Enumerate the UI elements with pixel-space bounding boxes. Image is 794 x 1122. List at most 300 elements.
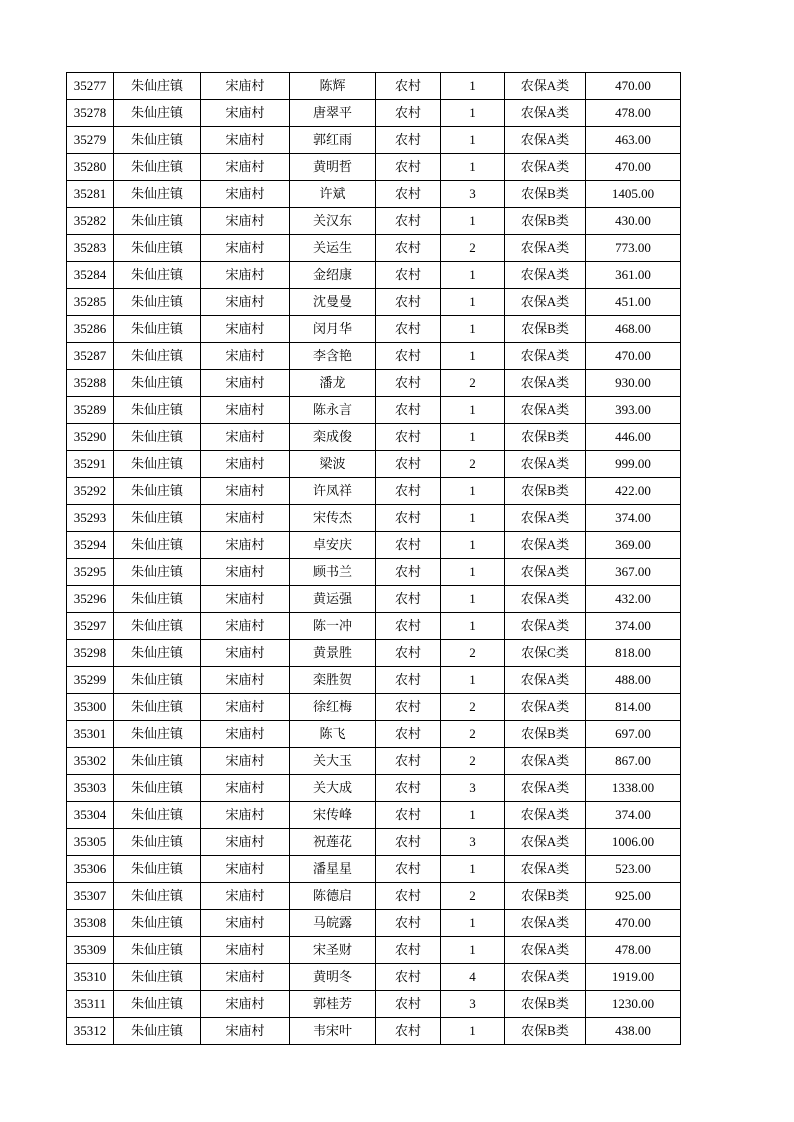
table-row <box>67 559 681 586</box>
table-row <box>67 667 681 694</box>
cell-amount: 438.00 <box>586 1018 681 1045</box>
cell-residence: 农村 <box>376 883 441 910</box>
cell-name: 沈曼曼 <box>290 289 376 316</box>
cell-village: 宋庙村 <box>201 289 290 316</box>
cell-record-id: 35301 <box>67 721 114 748</box>
cell-town: 朱仙庄镇 <box>114 964 201 991</box>
cell-record-id: 35298 <box>67 640 114 667</box>
benefits-table <box>66 72 681 1045</box>
table-row <box>67 262 681 289</box>
cell-residence: 农村 <box>376 262 441 289</box>
cell-record-id: 35300 <box>67 694 114 721</box>
cell-record-id: 35290 <box>67 424 114 451</box>
cell-amount: 470.00 <box>586 73 681 100</box>
cell-residence: 农村 <box>376 586 441 613</box>
cell-category: 农保A类 <box>505 964 586 991</box>
cell-town: 朱仙庄镇 <box>114 316 201 343</box>
cell-town: 朱仙庄镇 <box>114 208 201 235</box>
cell-record-id: 35304 <box>67 802 114 829</box>
cell-residence: 农村 <box>376 289 441 316</box>
cell-village: 宋庙村 <box>201 505 290 532</box>
cell-amount: 697.00 <box>586 721 681 748</box>
cell-residence: 农村 <box>376 640 441 667</box>
cell-category: 农保B类 <box>505 883 586 910</box>
cell-residence: 农村 <box>376 505 441 532</box>
cell-amount: 925.00 <box>586 883 681 910</box>
table-row <box>67 370 681 397</box>
cell-category: 农保B类 <box>505 991 586 1018</box>
cell-amount: 1405.00 <box>586 181 681 208</box>
cell-name: 卓安庆 <box>290 532 376 559</box>
cell-town: 朱仙庄镇 <box>114 397 201 424</box>
table-row <box>67 532 681 559</box>
cell-town: 朱仙庄镇 <box>114 532 201 559</box>
cell-amount: 773.00 <box>586 235 681 262</box>
cell-amount: 463.00 <box>586 127 681 154</box>
cell-count: 4 <box>441 964 505 991</box>
cell-count: 1 <box>441 586 505 613</box>
table-row <box>67 181 681 208</box>
cell-record-id: 35279 <box>67 127 114 154</box>
cell-town: 朱仙庄镇 <box>114 73 201 100</box>
table-row <box>67 694 681 721</box>
cell-category: 农保A类 <box>505 829 586 856</box>
cell-category: 农保B类 <box>505 1018 586 1045</box>
cell-village: 宋庙村 <box>201 262 290 289</box>
cell-count: 3 <box>441 991 505 1018</box>
cell-category: 农保A类 <box>505 532 586 559</box>
cell-village: 宋庙村 <box>201 748 290 775</box>
table-row <box>67 991 681 1018</box>
cell-count: 1 <box>441 316 505 343</box>
cell-residence: 农村 <box>376 451 441 478</box>
cell-name: 唐翠平 <box>290 100 376 127</box>
cell-name: 黄景胜 <box>290 640 376 667</box>
cell-town: 朱仙庄镇 <box>114 613 201 640</box>
cell-village: 宋庙村 <box>201 964 290 991</box>
cell-category: 农保A类 <box>505 937 586 964</box>
cell-town: 朱仙庄镇 <box>114 775 201 802</box>
cell-count: 2 <box>441 235 505 262</box>
cell-village: 宋庙村 <box>201 397 290 424</box>
cell-village: 宋庙村 <box>201 829 290 856</box>
cell-residence: 农村 <box>376 100 441 127</box>
cell-residence: 农村 <box>376 397 441 424</box>
cell-village: 宋庙村 <box>201 667 290 694</box>
cell-village: 宋庙村 <box>201 316 290 343</box>
cell-residence: 农村 <box>376 343 441 370</box>
table-row <box>67 505 681 532</box>
cell-name: 祝莲花 <box>290 829 376 856</box>
cell-count: 1 <box>441 100 505 127</box>
cell-count: 2 <box>441 748 505 775</box>
cell-village: 宋庙村 <box>201 235 290 262</box>
cell-residence: 农村 <box>376 910 441 937</box>
cell-village: 宋庙村 <box>201 343 290 370</box>
cell-record-id: 35287 <box>67 343 114 370</box>
cell-residence: 农村 <box>376 991 441 1018</box>
cell-record-id: 35286 <box>67 316 114 343</box>
cell-category: 农保B类 <box>505 181 586 208</box>
cell-name: 宋传杰 <box>290 505 376 532</box>
cell-village: 宋庙村 <box>201 478 290 505</box>
cell-count: 1 <box>441 802 505 829</box>
cell-count: 1 <box>441 73 505 100</box>
cell-name: 李含艳 <box>290 343 376 370</box>
table-row <box>67 910 681 937</box>
cell-amount: 361.00 <box>586 262 681 289</box>
cell-town: 朱仙庄镇 <box>114 100 201 127</box>
cell-name: 陈一冲 <box>290 613 376 640</box>
cell-amount: 470.00 <box>586 154 681 181</box>
cell-category: 农保A类 <box>505 559 586 586</box>
cell-village: 宋庙村 <box>201 208 290 235</box>
cell-count: 3 <box>441 181 505 208</box>
cell-village: 宋庙村 <box>201 856 290 883</box>
cell-amount: 1006.00 <box>586 829 681 856</box>
cell-category: 农保A类 <box>505 613 586 640</box>
cell-count: 1 <box>441 856 505 883</box>
cell-name: 韦宋叶 <box>290 1018 376 1045</box>
table-row <box>67 748 681 775</box>
cell-town: 朱仙庄镇 <box>114 451 201 478</box>
cell-category: 农保A类 <box>505 370 586 397</box>
cell-town: 朱仙庄镇 <box>114 127 201 154</box>
cell-count: 2 <box>441 370 505 397</box>
cell-residence: 农村 <box>376 370 441 397</box>
cell-village: 宋庙村 <box>201 775 290 802</box>
cell-count: 3 <box>441 775 505 802</box>
cell-town: 朱仙庄镇 <box>114 424 201 451</box>
cell-record-id: 35295 <box>67 559 114 586</box>
table-row <box>67 883 681 910</box>
cell-town: 朱仙庄镇 <box>114 856 201 883</box>
cell-category: 农保A类 <box>505 100 586 127</box>
table-row <box>67 127 681 154</box>
cell-amount: 999.00 <box>586 451 681 478</box>
cell-record-id: 35293 <box>67 505 114 532</box>
cell-town: 朱仙庄镇 <box>114 343 201 370</box>
cell-name: 许凤祥 <box>290 478 376 505</box>
cell-village: 宋庙村 <box>201 370 290 397</box>
cell-residence: 农村 <box>376 937 441 964</box>
cell-name: 关汉东 <box>290 208 376 235</box>
cell-village: 宋庙村 <box>201 802 290 829</box>
cell-residence: 农村 <box>376 208 441 235</box>
cell-record-id: 35307 <box>67 883 114 910</box>
cell-count: 1 <box>441 343 505 370</box>
cell-town: 朱仙庄镇 <box>114 991 201 1018</box>
cell-name: 陈德启 <box>290 883 376 910</box>
cell-count: 2 <box>441 451 505 478</box>
cell-category: 农保B类 <box>505 208 586 235</box>
table-row <box>67 343 681 370</box>
cell-village: 宋庙村 <box>201 424 290 451</box>
cell-count: 1 <box>441 505 505 532</box>
cell-category: 农保A类 <box>505 154 586 181</box>
cell-village: 宋庙村 <box>201 1018 290 1045</box>
table-row <box>67 397 681 424</box>
cell-name: 关大玉 <box>290 748 376 775</box>
cell-count: 2 <box>441 721 505 748</box>
cell-count: 2 <box>441 640 505 667</box>
table-row <box>67 451 681 478</box>
cell-name: 陈辉 <box>290 73 376 100</box>
cell-village: 宋庙村 <box>201 73 290 100</box>
cell-name: 陈永言 <box>290 397 376 424</box>
cell-amount: 867.00 <box>586 748 681 775</box>
cell-amount: 1919.00 <box>586 964 681 991</box>
cell-category: 农保A类 <box>505 343 586 370</box>
cell-name: 陈飞 <box>290 721 376 748</box>
cell-town: 朱仙庄镇 <box>114 721 201 748</box>
cell-record-id: 35292 <box>67 478 114 505</box>
cell-town: 朱仙庄镇 <box>114 154 201 181</box>
cell-town: 朱仙庄镇 <box>114 937 201 964</box>
cell-village: 宋庙村 <box>201 721 290 748</box>
cell-category: 农保B类 <box>505 316 586 343</box>
cell-village: 宋庙村 <box>201 910 290 937</box>
cell-record-id: 35306 <box>67 856 114 883</box>
cell-residence: 农村 <box>376 775 441 802</box>
cell-category: 农保A类 <box>505 586 586 613</box>
cell-amount: 451.00 <box>586 289 681 316</box>
cell-amount: 422.00 <box>586 478 681 505</box>
cell-village: 宋庙村 <box>201 100 290 127</box>
cell-count: 1 <box>441 478 505 505</box>
cell-village: 宋庙村 <box>201 532 290 559</box>
cell-name: 关大成 <box>290 775 376 802</box>
cell-record-id: 35285 <box>67 289 114 316</box>
table-row <box>67 289 681 316</box>
cell-record-id: 35305 <box>67 829 114 856</box>
cell-name: 徐红梅 <box>290 694 376 721</box>
cell-amount: 523.00 <box>586 856 681 883</box>
cell-record-id: 35289 <box>67 397 114 424</box>
cell-amount: 374.00 <box>586 505 681 532</box>
cell-residence: 农村 <box>376 532 441 559</box>
table-row <box>67 613 681 640</box>
cell-record-id: 35291 <box>67 451 114 478</box>
cell-record-id: 35311 <box>67 991 114 1018</box>
cell-record-id: 35280 <box>67 154 114 181</box>
cell-count: 3 <box>441 829 505 856</box>
cell-town: 朱仙庄镇 <box>114 478 201 505</box>
cell-name: 郭桂芳 <box>290 991 376 1018</box>
cell-village: 宋庙村 <box>201 127 290 154</box>
cell-town: 朱仙庄镇 <box>114 505 201 532</box>
table-row <box>67 424 681 451</box>
cell-name: 马皖露 <box>290 910 376 937</box>
cell-count: 2 <box>441 694 505 721</box>
cell-residence: 农村 <box>376 478 441 505</box>
cell-village: 宋庙村 <box>201 883 290 910</box>
cell-count: 1 <box>441 154 505 181</box>
cell-amount: 478.00 <box>586 100 681 127</box>
cell-category: 农保A类 <box>505 802 586 829</box>
cell-town: 朱仙庄镇 <box>114 829 201 856</box>
cell-category: 农保A类 <box>505 451 586 478</box>
cell-count: 1 <box>441 424 505 451</box>
cell-record-id: 35282 <box>67 208 114 235</box>
cell-category: 农保A类 <box>505 505 586 532</box>
cell-category: 农保A类 <box>505 775 586 802</box>
cell-category: 农保A类 <box>505 910 586 937</box>
cell-residence: 农村 <box>376 127 441 154</box>
table-row <box>67 775 681 802</box>
cell-town: 朱仙庄镇 <box>114 289 201 316</box>
cell-count: 1 <box>441 532 505 559</box>
cell-amount: 374.00 <box>586 802 681 829</box>
cell-town: 朱仙庄镇 <box>114 802 201 829</box>
cell-record-id: 35312 <box>67 1018 114 1045</box>
table-row <box>67 802 681 829</box>
cell-amount: 818.00 <box>586 640 681 667</box>
table-row <box>67 721 681 748</box>
cell-count: 1 <box>441 559 505 586</box>
cell-amount: 430.00 <box>586 208 681 235</box>
table-row <box>67 478 681 505</box>
cell-name: 梁波 <box>290 451 376 478</box>
cell-count: 1 <box>441 667 505 694</box>
cell-name: 金绍康 <box>290 262 376 289</box>
cell-residence: 农村 <box>376 721 441 748</box>
cell-category: 农保A类 <box>505 235 586 262</box>
cell-name: 闵月华 <box>290 316 376 343</box>
cell-record-id: 35283 <box>67 235 114 262</box>
cell-category: 农保A类 <box>505 127 586 154</box>
cell-amount: 488.00 <box>586 667 681 694</box>
cell-village: 宋庙村 <box>201 640 290 667</box>
cell-amount: 446.00 <box>586 424 681 451</box>
table-row <box>67 154 681 181</box>
cell-residence: 农村 <box>376 559 441 586</box>
cell-name: 宋传峰 <box>290 802 376 829</box>
cell-village: 宋庙村 <box>201 937 290 964</box>
cell-amount: 374.00 <box>586 613 681 640</box>
cell-count: 1 <box>441 262 505 289</box>
cell-record-id: 35294 <box>67 532 114 559</box>
cell-name: 许斌 <box>290 181 376 208</box>
cell-residence: 农村 <box>376 748 441 775</box>
table-row <box>67 829 681 856</box>
cell-residence: 农村 <box>376 802 441 829</box>
cell-residence: 农村 <box>376 316 441 343</box>
cell-town: 朱仙庄镇 <box>114 883 201 910</box>
cell-amount: 470.00 <box>586 343 681 370</box>
cell-name: 潘龙 <box>290 370 376 397</box>
cell-town: 朱仙庄镇 <box>114 640 201 667</box>
cell-category: 农保A类 <box>505 694 586 721</box>
cell-record-id: 35310 <box>67 964 114 991</box>
cell-town: 朱仙庄镇 <box>114 694 201 721</box>
cell-amount: 1230.00 <box>586 991 681 1018</box>
table-row <box>67 964 681 991</box>
cell-record-id: 35302 <box>67 748 114 775</box>
table-row <box>67 586 681 613</box>
table-body <box>67 73 681 1045</box>
cell-count: 1 <box>441 910 505 937</box>
cell-category: 农保A类 <box>505 856 586 883</box>
cell-town: 朱仙庄镇 <box>114 181 201 208</box>
cell-town: 朱仙庄镇 <box>114 235 201 262</box>
cell-residence: 农村 <box>376 829 441 856</box>
cell-category: 农保C类 <box>505 640 586 667</box>
cell-amount: 470.00 <box>586 910 681 937</box>
cell-town: 朱仙庄镇 <box>114 1018 201 1045</box>
table-row <box>67 1018 681 1045</box>
cell-name: 黄运强 <box>290 586 376 613</box>
cell-category: 农保A类 <box>505 667 586 694</box>
cell-count: 1 <box>441 937 505 964</box>
table-row <box>67 640 681 667</box>
cell-residence: 农村 <box>376 613 441 640</box>
cell-residence: 农村 <box>376 235 441 262</box>
cell-name: 顾书兰 <box>290 559 376 586</box>
cell-record-id: 35281 <box>67 181 114 208</box>
cell-category: 农保A类 <box>505 748 586 775</box>
cell-village: 宋庙村 <box>201 181 290 208</box>
cell-residence: 农村 <box>376 154 441 181</box>
cell-residence: 农村 <box>376 856 441 883</box>
cell-name: 宋圣财 <box>290 937 376 964</box>
cell-category: 农保B类 <box>505 721 586 748</box>
cell-town: 朱仙庄镇 <box>114 748 201 775</box>
cell-count: 1 <box>441 127 505 154</box>
cell-village: 宋庙村 <box>201 613 290 640</box>
cell-category: 农保A类 <box>505 262 586 289</box>
cell-record-id: 35308 <box>67 910 114 937</box>
cell-name: 栾成俊 <box>290 424 376 451</box>
cell-category: 农保A类 <box>505 289 586 316</box>
cell-residence: 农村 <box>376 73 441 100</box>
cell-village: 宋庙村 <box>201 694 290 721</box>
cell-record-id: 35309 <box>67 937 114 964</box>
cell-residence: 农村 <box>376 694 441 721</box>
table-row <box>67 235 681 262</box>
cell-village: 宋庙村 <box>201 451 290 478</box>
cell-count: 1 <box>441 397 505 424</box>
cell-town: 朱仙庄镇 <box>114 586 201 613</box>
cell-town: 朱仙庄镇 <box>114 910 201 937</box>
cell-record-id: 35297 <box>67 613 114 640</box>
cell-amount: 393.00 <box>586 397 681 424</box>
table-row <box>67 73 681 100</box>
cell-record-id: 35299 <box>67 667 114 694</box>
cell-town: 朱仙庄镇 <box>114 370 201 397</box>
cell-record-id: 35303 <box>67 775 114 802</box>
cell-name: 郭红雨 <box>290 127 376 154</box>
table-row <box>67 100 681 127</box>
cell-name: 黄明冬 <box>290 964 376 991</box>
cell-town: 朱仙庄镇 <box>114 559 201 586</box>
cell-town: 朱仙庄镇 <box>114 262 201 289</box>
table-row <box>67 316 681 343</box>
cell-residence: 农村 <box>376 667 441 694</box>
cell-category: 农保B类 <box>505 424 586 451</box>
table-row <box>67 208 681 235</box>
cell-count: 1 <box>441 1018 505 1045</box>
cell-record-id: 35288 <box>67 370 114 397</box>
cell-amount: 468.00 <box>586 316 681 343</box>
cell-village: 宋庙村 <box>201 559 290 586</box>
cell-category: 农保A类 <box>505 397 586 424</box>
cell-record-id: 35278 <box>67 100 114 127</box>
cell-amount: 930.00 <box>586 370 681 397</box>
cell-name: 潘星星 <box>290 856 376 883</box>
cell-amount: 814.00 <box>586 694 681 721</box>
cell-village: 宋庙村 <box>201 586 290 613</box>
